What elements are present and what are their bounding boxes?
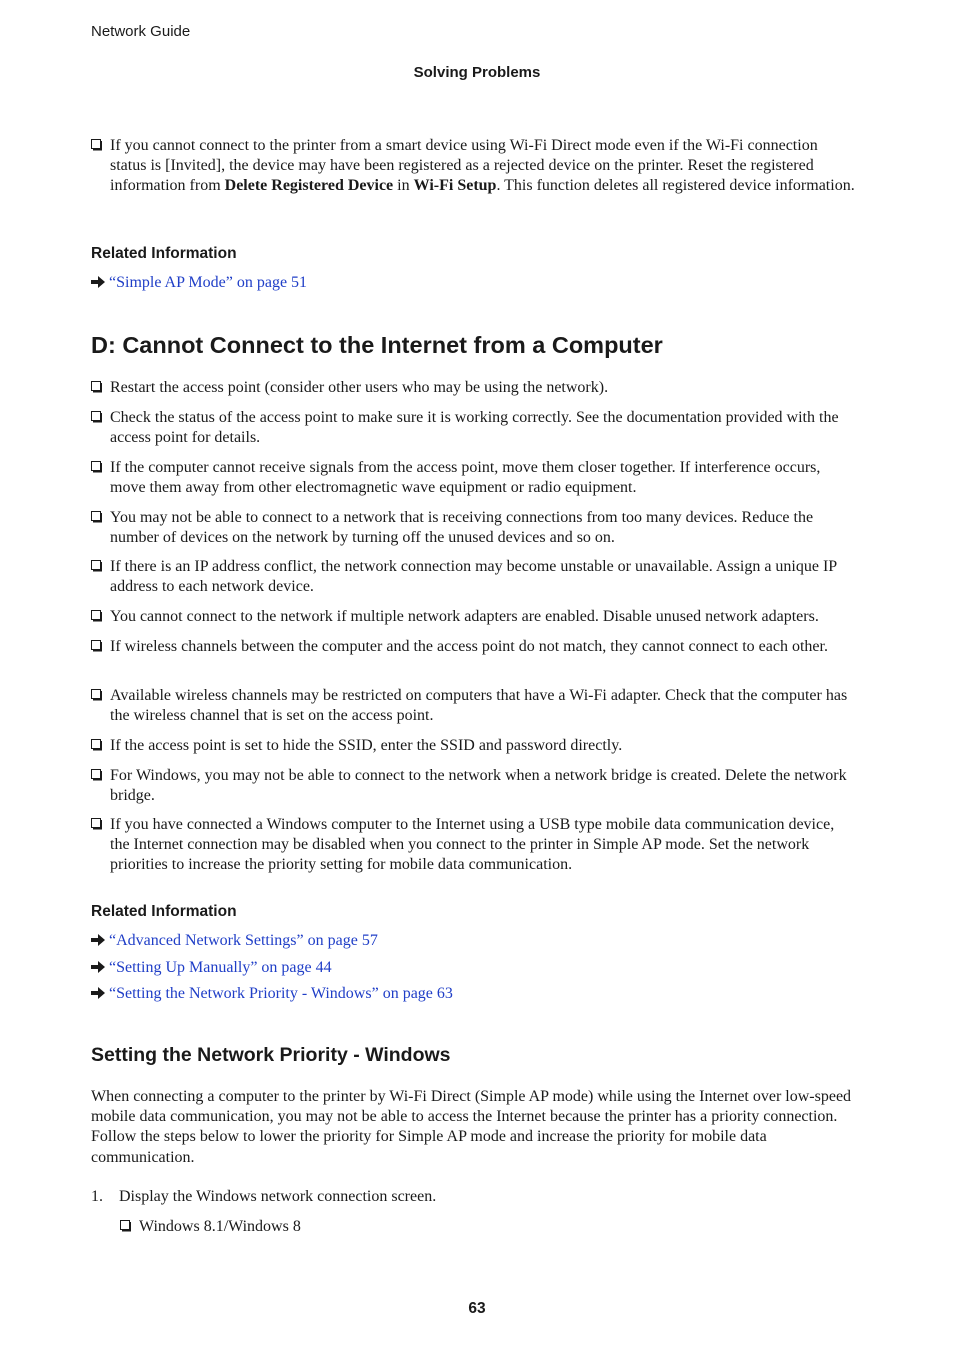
running-header: Network Guide	[91, 23, 191, 40]
menu-name: Delete Registered Device	[224, 177, 394, 195]
right-arrow-icon	[91, 961, 105, 973]
text-fragment: in	[393, 177, 414, 195]
list-item-text: You cannot connect to the network if multiple network adapters are enabled. Disable unused network adapters.	[110, 608, 819, 625]
checkbox-bullet-icon	[120, 1220, 132, 1232]
related-link-text[interactable]: “Setting Up Manually” on page 44	[109, 959, 332, 976]
checkbox-bullet-icon	[91, 381, 103, 393]
subsection-heading: Setting the Network Priority - Windows	[91, 1044, 451, 1066]
list-item	[91, 736, 857, 756]
list-item-text: If the computer cannot receive signals from the access point, move them closer together. If interference occurs, move them away from other electromagnetic wave equipment or radio equipment.	[110, 459, 821, 497]
text-fragment: . This function deletes all registered device information.	[496, 177, 855, 195]
checkbox-bullet-icon	[91, 511, 103, 523]
list-item-text: Check the status of the access point to make sure it is working correctly. See the documentation provided with the access point for details.	[110, 409, 839, 447]
checkbox-bullet-icon	[91, 818, 103, 830]
list-item	[91, 815, 857, 876]
section-heading: D: Cannot Connect to the Internet from a Computer	[91, 332, 663, 358]
related-link[interactable]	[91, 958, 332, 978]
step-item	[91, 1187, 436, 1207]
checkbox-bullet-icon	[91, 769, 103, 781]
list-item-text: Restart the access point (consider other users who may be using the network).	[110, 379, 609, 396]
list-item	[91, 637, 857, 657]
right-arrow-icon	[91, 276, 105, 288]
related-link-text[interactable]: “Advanced Network Settings” on page 57	[109, 932, 378, 949]
related-link[interactable]	[91, 931, 378, 951]
list-item	[91, 508, 857, 548]
list-item	[91, 408, 857, 448]
right-arrow-icon	[91, 987, 105, 999]
sub-list-item	[120, 1217, 301, 1237]
sub-list-item-text: Windows 8.1/Windows 8	[139, 1218, 301, 1235]
related-link-text[interactable]: “Simple AP Mode” on page 51	[109, 274, 308, 291]
list-item-text	[110, 136, 857, 197]
related-link[interactable]	[91, 273, 307, 293]
step-number: 1.	[91, 1188, 103, 1205]
list-item	[91, 766, 857, 806]
list-item	[91, 458, 857, 498]
step-text: Display the Windows network connection screen.	[119, 1188, 437, 1205]
related-link[interactable]	[91, 984, 453, 1004]
list-item-text: For Windows, you may not be able to connect to the network when a network bridge is created. Delete the network bridge.	[110, 767, 847, 805]
list-item-text: If you have connected a Windows computer to the Internet using a USB type mobile data communication device, the Internet connection may be disabled when you connect to the printer in Simple AP mode. Set the network priorities to increase the priority setting for mobile data communication.	[110, 816, 835, 874]
text-fragment: If you cannot connect to the printer from a smart device using Wi-Fi Direct mode even if the Wi-Fi connection status is [Invited], the device may have been registered as a rejected device on the printer. Reset the registered information from	[110, 137, 818, 195]
related-link-text[interactable]: “Setting the Network Priority - Windows” on page 63	[109, 985, 453, 1002]
page-number: 63	[468, 1300, 486, 1317]
related-information-title: Related Information	[91, 903, 237, 920]
checkbox-bullet-icon	[91, 139, 103, 151]
checkbox-bullet-icon	[91, 689, 103, 701]
section-header: Solving Problems	[413, 64, 541, 81]
checkbox-bullet-icon	[91, 411, 103, 423]
list-item	[91, 557, 857, 597]
list-item-text: If there is an IP address conflict, the network connection may become unstable or unavailable. Assign a unique IP address to each network device.	[110, 558, 837, 596]
list-item-text: If wireless channels between the computer and the access point do not match, they cannot connect to each other.	[110, 638, 828, 655]
list-item	[91, 136, 857, 197]
list-item	[91, 607, 857, 627]
related-information-title: Related Information	[91, 245, 237, 262]
checkbox-bullet-icon	[91, 610, 103, 622]
checkbox-bullet-icon	[91, 640, 103, 652]
menu-name: Wi-Fi Setup	[413, 177, 497, 195]
list-item	[91, 378, 857, 398]
checkbox-bullet-icon	[91, 739, 103, 751]
list-item-text: You may not be able to connect to a network that is receiving connections from too many devices. Reduce the number of devices on the network by turning off the unused devices and so on.	[110, 509, 814, 547]
list-item	[91, 686, 857, 726]
checkbox-bullet-icon	[91, 461, 103, 473]
list-item-text: If the access point is set to hide the SSID, enter the SSID and password directly.	[110, 737, 623, 754]
intro-paragraph: When connecting a computer to the printer by Wi-Fi Direct (Simple AP mode) while using the Internet over low-speed mobile data communication, you may not be able to access the Internet because the printer has a priority connection. Follow the steps below to lower the priority for Simple AP mode and increase the priority for mobile data communication.	[91, 1088, 852, 1166]
right-arrow-icon	[91, 934, 105, 946]
checkbox-bullet-icon	[91, 560, 103, 572]
list-item-text: Available wireless channels may be restricted on computers that have a Wi-Fi adapter. Check that the computer has the wireless channel that is set on the access point.	[110, 687, 848, 725]
